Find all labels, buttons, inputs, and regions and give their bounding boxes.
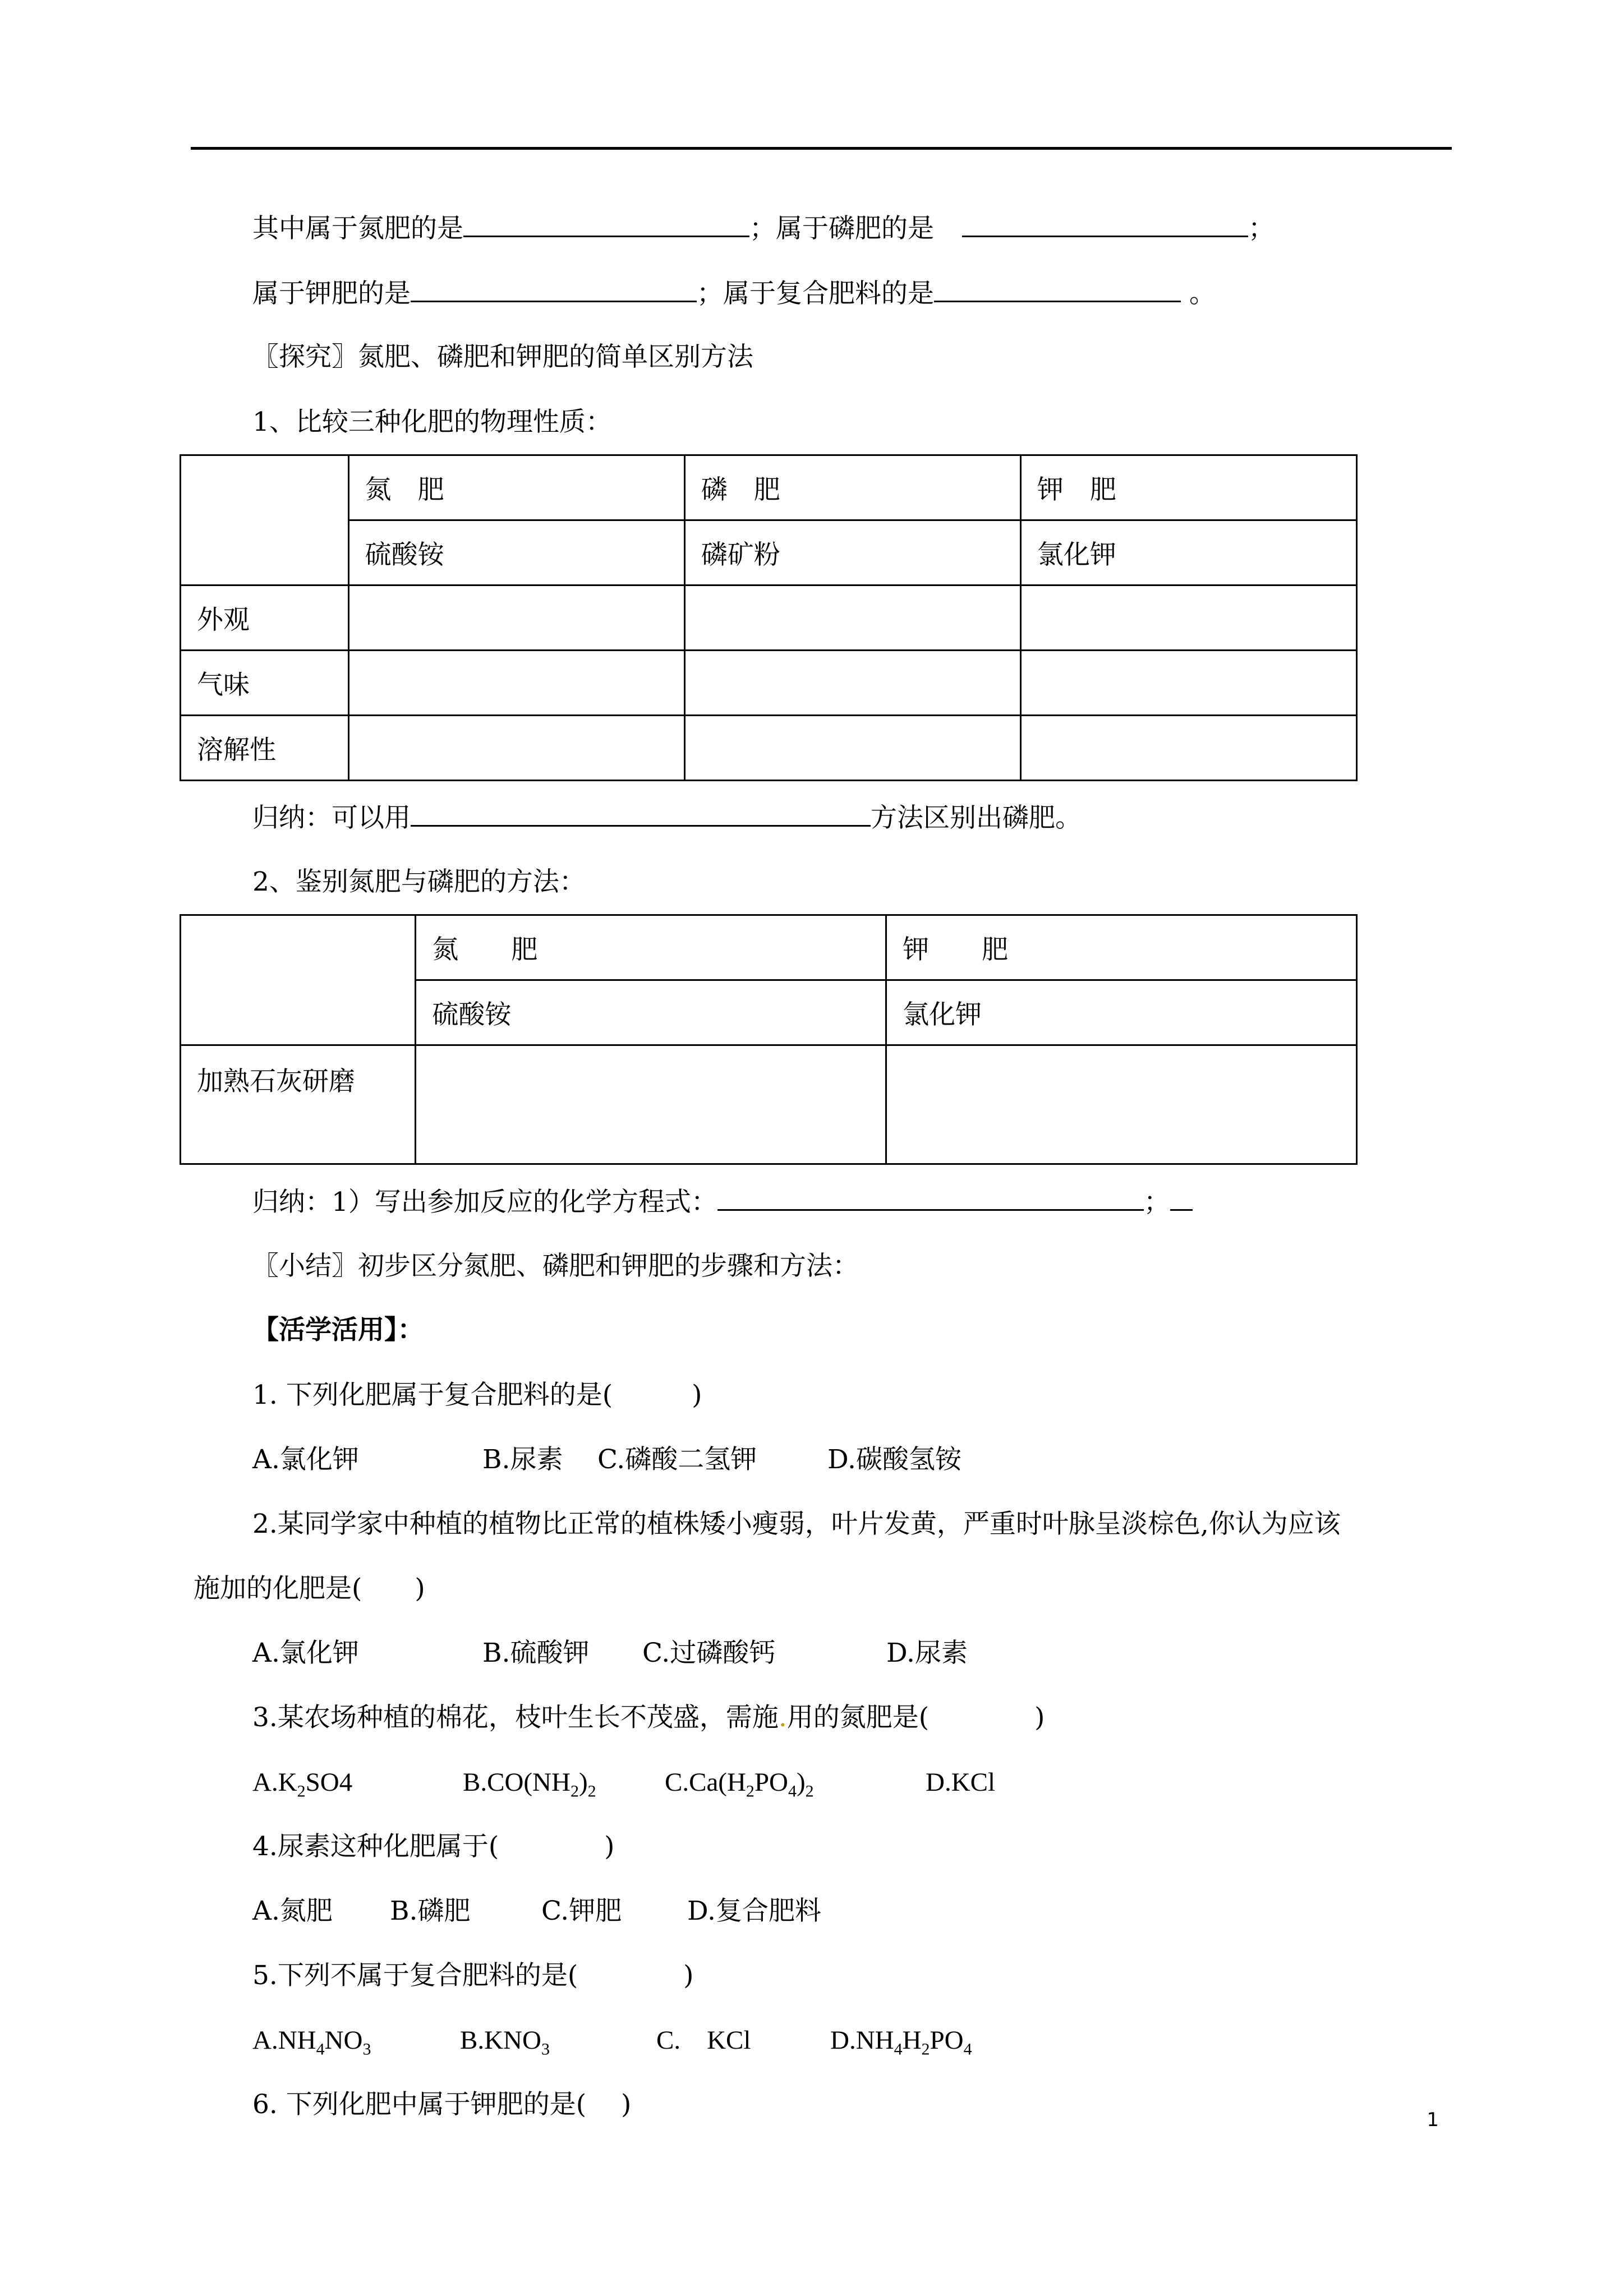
option-b[interactable]: $B.CO(NH_2)_2$ [463,1768,596,1801]
intro-text: 其中属于氮肥的是 [252,213,463,244]
table-corner-cell [181,455,349,585]
intro-text: ；属于复合肥料的是 [697,278,934,309]
option-a[interactable]: A.氯化钾 [252,1444,359,1475]
answer-blank[interactable] [962,211,1248,237]
practice-q3 [252,1701,1045,1735]
option-d[interactable]: D.复合肥料 [687,1896,821,1926]
option-a[interactable]: A.氮肥 [252,1896,333,1926]
answer-blank[interactable] [411,800,871,827]
summary-text: ； [1143,1187,1170,1218]
row-label-appearance: 外观 [181,585,349,651]
header-potassium: 钾 肥 [886,915,1357,980]
option-d[interactable]: D.碳酸氢铵 [827,1444,961,1475]
answer-cell[interactable] [348,651,684,716]
option-b[interactable]: B.磷肥 [390,1896,471,1926]
row-label-solubility: 溶解性 [181,716,349,781]
option-b[interactable]: B.尿素 [482,1444,563,1475]
answer-blank[interactable] [934,276,1181,302]
answer-blank[interactable] [717,1184,1144,1211]
option-c[interactable]: C.过磷酸钙 [642,1638,776,1668]
intro-text: 属于钾肥的是 [252,278,411,309]
table-corner-cell [181,915,416,1045]
answer-blank[interactable] [463,211,749,237]
question-text: 用的氮肥是( ) [786,1702,1045,1733]
answer-cell[interactable] [348,585,684,651]
answer-cell[interactable] [886,1045,1357,1164]
option-b[interactable]: B.硫酸钾 [482,1638,590,1668]
summary-1 [252,800,1082,835]
practice-title: 【活学活用】： [252,1315,424,1345]
page-number: 1 [1427,2109,1439,2131]
conclusion: 〖小结〗初步区分氮肥、磷肥和钾肥的步骤和方法： [252,1251,859,1281]
option-b[interactable]: $B.KNO_3$ [460,2026,550,2059]
option-c[interactable]: C.钾肥 [541,1896,622,1926]
question-2-heading: 2、鉴别氮肥与磷肥的方法： [252,866,586,897]
header-potassium: 钾 肥 [1020,455,1356,520]
sample-ammonium-sulfate: 硫酸铵 [348,520,684,585]
option-c[interactable]: C. KCl [656,2026,751,2055]
header-rule [191,147,1452,150]
table-row [181,1045,1357,1164]
header-nitrogen: 氮 肥 [416,915,886,980]
answer-cell[interactable] [1020,585,1356,651]
answer-blank[interactable] [411,276,697,302]
header-nitrogen: 氮 肥 [348,455,684,520]
table-row [181,585,1357,651]
practice-q1: 1. 下列化肥属于复合肥料的是( ) [252,1380,702,1410]
intro-text: ；属于磷肥的是 [749,213,934,244]
option-d[interactable]: D.尿素 [886,1638,968,1668]
sample-potassium-chloride: 氯化钾 [886,980,1357,1045]
practice-q2-line1: 2.某同学家中种植的植物比正常的植株矮小瘦弱，叶片发黄，严重时叶脉呈淡棕色,你认为应该 [252,1509,1341,1539]
answer-cell[interactable] [1020,651,1356,716]
row-label-lime-grinding: 加熟石灰研磨 [181,1045,416,1164]
summary-text: 归纳：可以用 [252,803,411,833]
header-phosphorus: 磷 肥 [684,455,1020,520]
answer-blank[interactable] [1170,1184,1193,1211]
table-row [181,716,1357,781]
answer-cell[interactable] [684,716,1020,781]
practice-q4: 4.尿素这种化肥属于( ) [252,1831,615,1862]
properties-table [180,454,1358,781]
option-a[interactable]: $A.NH_4NO_3$ [252,2026,371,2059]
question-text: 3.某农场种植的棉花，枝叶生长不茂盛，需施 [252,1702,779,1733]
stray-mark: . [778,1702,787,1733]
sample-potassium-chloride: 氯化钾 [1020,520,1356,585]
option-c[interactable]: C.磷酸二氢钾 [597,1444,757,1475]
option-c[interactable]: $C.Ca(H_2PO_4)_2$ [665,1768,814,1801]
sample-ammonium-sulfate: 硫酸铵 [416,980,886,1045]
table-row [181,651,1357,716]
question-1-heading: 1、比较三种化肥的物理性质： [252,407,612,437]
summary-text: 方法区别出磷肥。 [871,803,1082,833]
answer-cell[interactable] [684,585,1020,651]
intro-line-2 [252,276,1216,311]
row-label-odor: 气味 [181,651,349,716]
summary-text: 归纳：1）写出参加反应的化学方程式： [252,1187,717,1218]
practice-q5: 5.下列不属于复合肥料的是( ) [252,1960,694,1991]
intro-text: 。 [1181,278,1216,309]
explore-title: 〖探究〗氮肥、磷肥和钾肥的简单区别方法 [252,342,753,372]
option-d[interactable]: $D.NH_4H_2PO_4$ [830,2026,972,2059]
intro-text: ； [1248,213,1275,244]
intro-line-1 [252,211,1275,246]
answer-cell[interactable] [1020,716,1356,781]
practice-q6: 6. 下列化肥中属于钾肥的是( ) [252,2089,632,2120]
option-a[interactable]: $A.K_2SO4$ [252,1768,353,1801]
practice-q2-line2: 施加的化肥是( ) [194,1573,425,1604]
option-d[interactable]: D.KCl [926,1768,996,1797]
answer-cell[interactable] [684,651,1020,716]
option-a[interactable]: A.氯化钾 [252,1638,359,1668]
summary-2 [252,1184,1193,1219]
answer-cell[interactable] [416,1045,886,1164]
identification-table [180,914,1358,1165]
answer-cell[interactable] [348,716,684,781]
sample-phosphate-rock: 磷矿粉 [684,520,1020,585]
